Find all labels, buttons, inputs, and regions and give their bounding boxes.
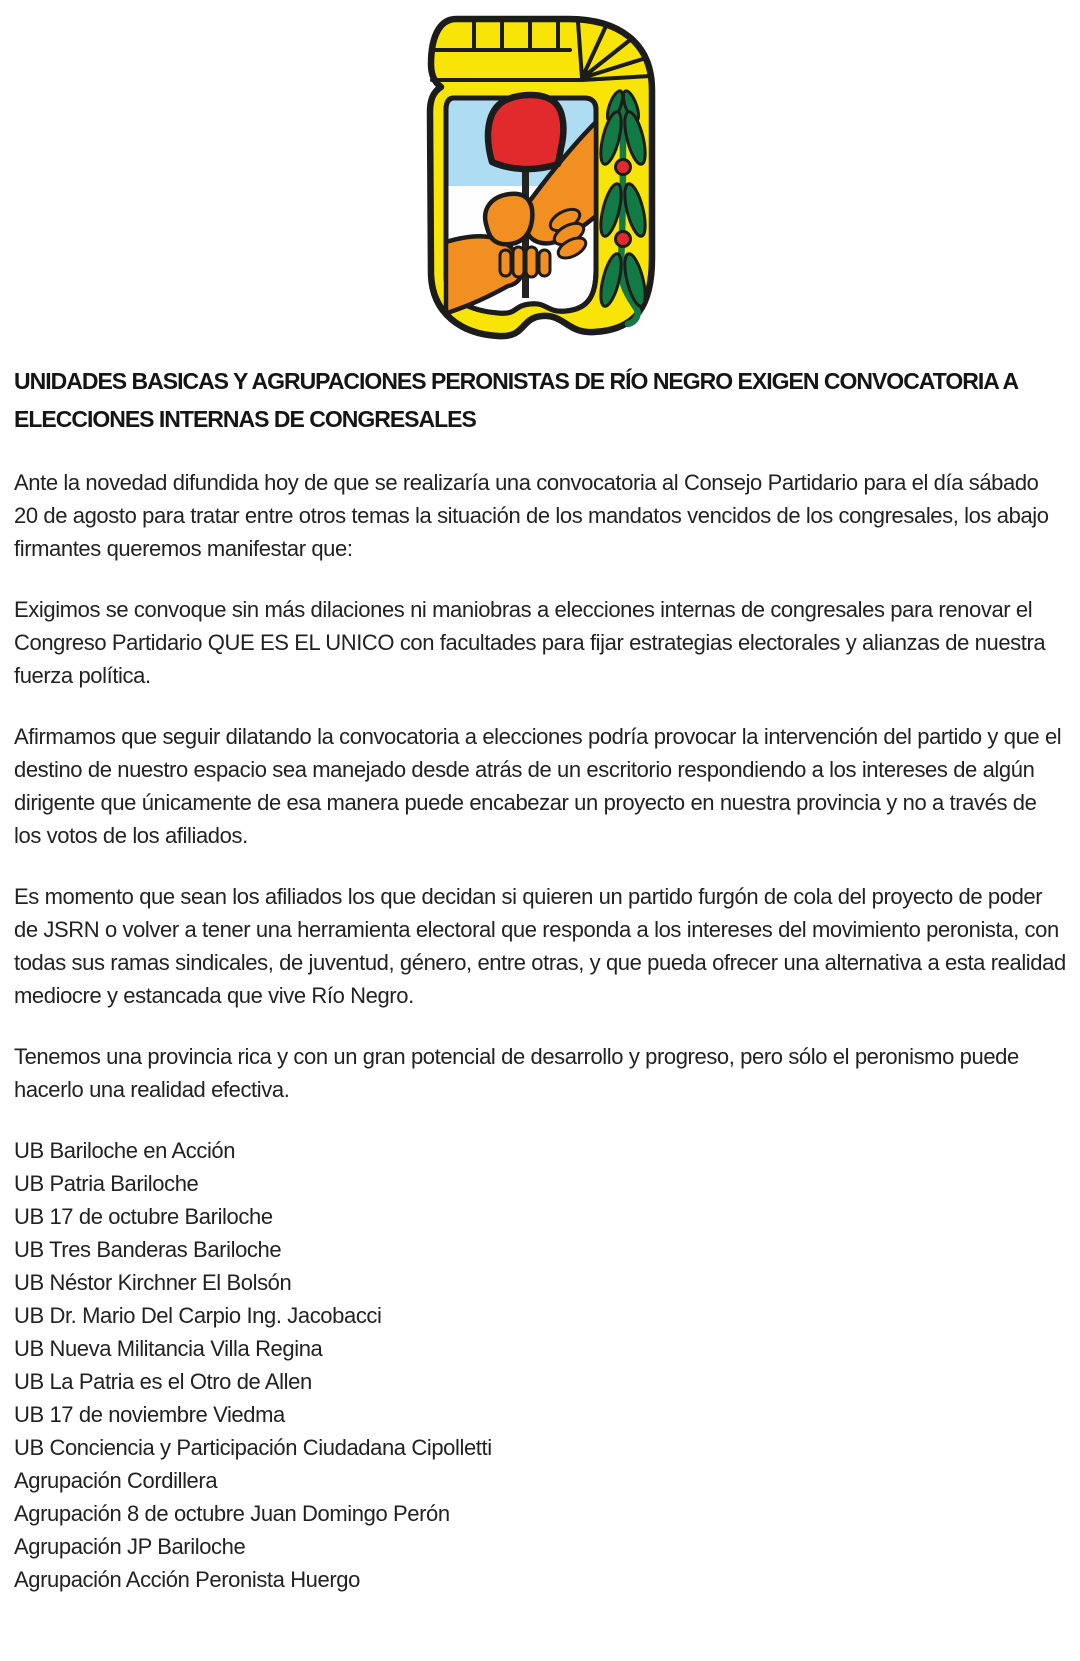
signatory-item: UB 17 de noviembre Viedma bbox=[14, 1402, 285, 1427]
signatory-item: UB Dr. Mario Del Carpio Ing. Jacobacci bbox=[14, 1303, 382, 1328]
knuckle bbox=[513, 247, 524, 277]
signatory-item: UB Nueva Militancia Villa Regina bbox=[14, 1336, 323, 1361]
clasped-fist bbox=[485, 194, 532, 244]
party-logo bbox=[422, 14, 658, 348]
signatory-item: Agrupación 8 de octubre Juan Domingo Perón bbox=[14, 1501, 450, 1526]
laurel-berry bbox=[616, 232, 631, 247]
signatory-item: UB 17 de octubre Bariloche bbox=[14, 1204, 273, 1229]
paragraph-warning: Afirmamos que seguir dilatando la convocatoria a elecciones podría provocar la intervención del partido y que el destino de nuestro espacio sea manejado desde atrás de un escritorio respondiendo a los intereses de algún dirigente que únicamente de esa manera puede encabezar un proyecto en nuestra provincia y no a través de los votos de los afiliados. bbox=[14, 724, 1062, 848]
laurel-berry bbox=[616, 160, 631, 175]
signatory-item: UB Bariloche en Acción bbox=[14, 1138, 236, 1163]
paragraph-demand: Exigimos se convoque sin más dilaciones ni maniobras a elecciones internas de congresales para renovar el Congreso Partidario QUE ES EL UNICO con facultades para fijar estrategias electorales y alianzas de nuestra fuerza política. bbox=[14, 597, 1046, 688]
knuckle bbox=[526, 247, 537, 277]
signatory-item: Agrupación Cordillera bbox=[14, 1468, 218, 1493]
paragraph-affiliates: Es momento que sean los afiliados los que decidan si quieren un partido furgón de cola del proyecto de poder de JSRN o volver a tener una herramienta electoral que responda a los intereses del movimiento peronista, con todas sus ramas sindicales, de juventud, género, entre otras, y que pueda ofrecer una alternativa a esta realidad mediocre y estancada que vive Río Negro. bbox=[14, 884, 1066, 1008]
signatory-item: Agrupación Acción Peronista Huergo bbox=[14, 1567, 360, 1592]
signatory-item: Agrupación JP Bariloche bbox=[14, 1534, 246, 1559]
signatory-item: UB Tres Banderas Bariloche bbox=[14, 1237, 282, 1262]
signatory-item: UB Conciencia y Participación Ciudadana Cipolletti bbox=[14, 1435, 492, 1460]
pj-shield-icon bbox=[422, 14, 658, 348]
paragraph-intro: Ante la novedad difundida hoy de que se realizaría una convocatoria al Consejo Partidario para el día sábado 20 de agosto para tratar entre otros temas la situación de los mandatos vencidos de los congresales, los abajo firmantes queremos manifestar que: bbox=[14, 470, 1049, 561]
document-title: UNIDADES BASICAS Y AGRUPACIONES PERONISTAS DE RÍO NEGRO EXIGEN CONVOCATORIA A ELECCIONES INTERNAS DE CONGRESALES bbox=[14, 368, 1018, 432]
phrygian-cap bbox=[488, 95, 563, 169]
signatory-item: UB Néstor Kirchner El Bolsón bbox=[14, 1270, 292, 1295]
signatory-item: UB La Patria es el Otro de Allen bbox=[14, 1369, 312, 1394]
knuckle bbox=[500, 250, 511, 276]
knuckles-on-pole bbox=[500, 247, 550, 277]
paragraph-province: Tenemos una provincia rica y con un gran potencial de desarrollo y progreso, pero sólo el peronismo puede hacerlo una realidad efectiva. bbox=[14, 1044, 1019, 1102]
signatory-item: UB Patria Bariloche bbox=[14, 1171, 199, 1196]
signatories-list bbox=[14, 1134, 1066, 1596]
knuckle bbox=[539, 250, 550, 276]
